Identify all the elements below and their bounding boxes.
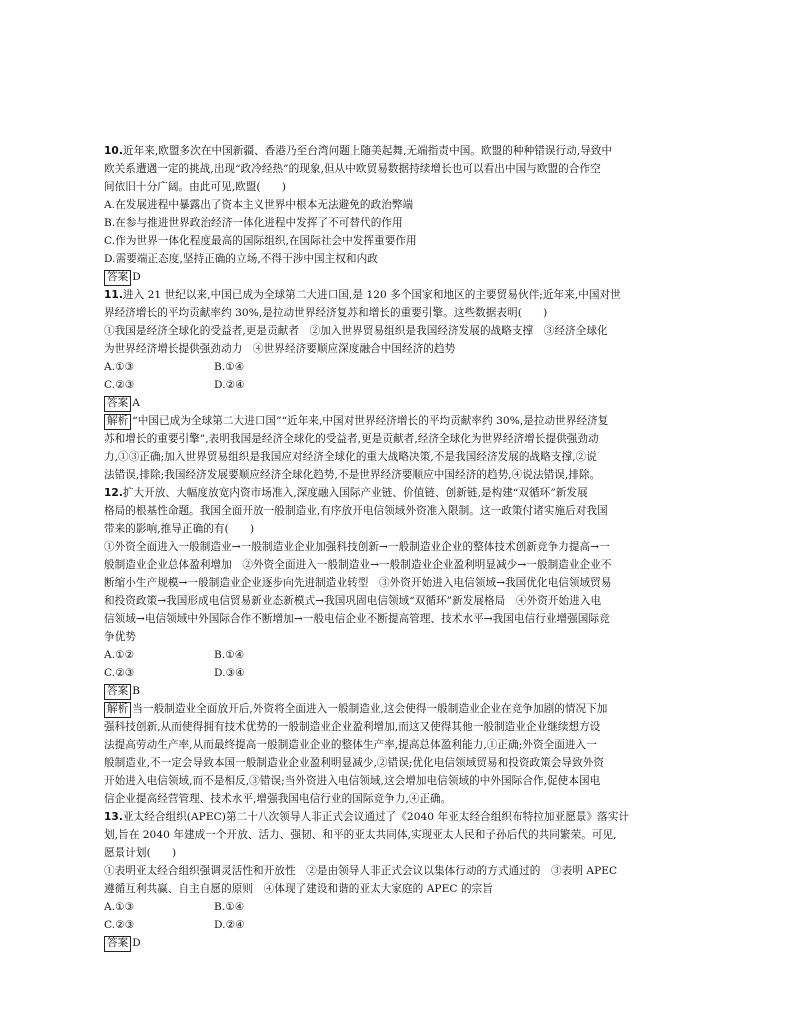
option-a: A.①③	[104, 901, 135, 913]
answer-row	[104, 268, 704, 286]
question-12-line-8: 信领域→电信领域中外国际合作不断增加→一般电信企业不断提高管理、技术水平→我国电信行业增强国际竞	[104, 613, 610, 625]
question-number: 10.	[104, 145, 123, 157]
question-12-line-9: 争优势	[104, 631, 136, 643]
options-row-1	[104, 646, 704, 664]
option-b: B.①④	[214, 649, 245, 661]
options-row-2	[104, 376, 704, 394]
option-b: B.①④	[214, 901, 245, 913]
question-11-line-1: 11.进入 21 世纪以来,中国已成为全球第二大进口国,是 120 多个国家和地区的主要贸易伙伴;近年来,中国对世	[104, 289, 621, 301]
question-12-line-6: 断缩小生产规模→一般制造业企业逐步向先进制造业转型 ③外资开始进入电信领域→我国优化电信领域贸易	[104, 577, 612, 589]
question-11	[104, 286, 704, 484]
question-12-line-2: 格局的根基性命题。我国全面开放一般制造业,有序放开电信领域外资准入限制。这一政策付诸实施后对我国	[104, 505, 608, 517]
question-10	[104, 142, 704, 286]
question-12-line-5: 般制造业企业总体盈利增加 ②外资全面进入一般制造业→一般制造业企业盈利明显减少→一般制造业企业不	[104, 559, 612, 571]
question-10-line-3: 间依旧十分广阔。由此可见,欧盟( )	[104, 181, 287, 193]
answer-row	[104, 394, 704, 412]
analysis-line-1: 解析 当一般制造业全面放开后,外资将全面进入一般制造业,这会使得一般制造业企业在竞争加剧的情况下加	[104, 700, 704, 718]
analysis-line-3: 力,①③正确;加入世界贸易组织是我国应对经济全球化的重大战略决策,不是我国经济发展的战略支撑,②说	[104, 451, 597, 463]
analysis-line-2: 强科技创新,从而使得拥有技术优势的一般制造业企业盈利增加,而这又使得其他一般制造业企业继续想方设	[104, 721, 601, 733]
answer-value: D	[132, 271, 141, 283]
question-13-line-5: 遵循互利共赢、自主自愿的原则 ④体现了建设和谐的亚太大家庭的 APEC 的宗旨	[104, 883, 493, 895]
options-row-2	[104, 916, 704, 934]
analysis-line-6: 信企业提高经营管理、技术水平,增强我国电信行业的国际竞争力,④正确。	[104, 793, 452, 805]
question-12-line-7: 和投资政策→我国形成电信贸易新业态新模式→我国巩固电信领域“双循环”新发展格局 ④外资开始进入电	[104, 595, 602, 607]
answer-value: A	[132, 397, 140, 409]
question-13	[104, 808, 704, 952]
analysis-line-3: 法提高劳动生产率,从而最终提高一般制造业企业的整体生产率,提高总体盈利能力,①正确;外资全面进入一	[104, 739, 597, 751]
option-a: A.在发展进程中暴露出了资本主义世界中根本无法避免的政治弊端	[104, 199, 414, 211]
analysis-line-2: 苏和增长的重要引擎”,表明我国是经济全球化的受益者,更是贡献者,经济全球化为世界经济增长提供强劲动	[104, 433, 599, 445]
answer-value: B	[132, 685, 140, 697]
answer-row	[104, 934, 704, 952]
answer-label: 答案	[104, 684, 131, 700]
option-c: C.②③	[104, 919, 135, 931]
option-c: C.②③	[104, 379, 135, 391]
answer-label: 答案	[104, 936, 131, 952]
question-11-line-2: 界经济增长的平均贡献率约 30%,是拉动世界经济复苏和增长的重要引擎。这些数据表明( )	[104, 307, 548, 319]
option-d: D.②④	[214, 379, 245, 391]
question-number: 12.	[104, 487, 123, 499]
question-13-line-2: 划,旨在 2040 年建成一个开放、活力、强韧、和平的亚太共同体,实现亚太人民和子孙后代的共同繁荣。可见,	[104, 829, 617, 841]
question-12-line-3: 带来的影响,推导正确的有( )	[104, 523, 255, 535]
analysis-line-1: 解析 “中国已成为全球第二大进口国”“近年来,中国对世界经济增长的平均贡献率约 30%,是拉动世界经济复	[104, 412, 704, 430]
options-row-1	[104, 898, 704, 916]
option-b: B.在参与推进世界政治经济一体化进程中发挥了不可替代的作用	[104, 217, 403, 229]
question-10-line-1: 10.近年来,欧盟多次在中国新疆、香港乃至台湾问题上随美起舞,无端指责中国。欧盟的种种错误行动,导致中	[104, 145, 613, 157]
question-10-line-2: 欧关系遭遇一定的挑战,出现“政冷经热”的现象,但从中欧贸易数据持续增长也可以看出中国与欧盟的合作空	[104, 163, 601, 175]
answer-label: 答案	[104, 396, 131, 412]
analysis-line-5: 开始进入电信领域,而不是相反,③错误;当外资进入电信领域,这会增加电信领域的中外国际合作,促使本国电	[104, 775, 601, 787]
answer-value: D	[132, 937, 141, 949]
question-11-line-3: ①我国是经济全球化的受益者,更是贡献者 ②加入世界贸易组织是我国经济发展的战略支撑 ③经济全球化	[104, 325, 608, 337]
question-12-line-1: 12.扩大开放、大幅度放宽内资市场准入,深度融入国际产业链、价值链、创新链,是构建“双循环”新发展	[104, 487, 588, 499]
question-number: 13.	[104, 811, 123, 823]
options-row-1	[104, 358, 704, 376]
analysis-line-4: 法错误,排除;我国经济发展要顺应经济全球化趋势,不是世界经济要顺应中国经济的趋势,④说法错误,排除。	[104, 469, 601, 481]
question-number: 11.	[104, 289, 123, 301]
analysis-line-4: 般制造业,不一定会导致本国一般制造业企业盈利明显减少,②错误;优化电信领域贸易和投资政策会导致外资	[104, 757, 605, 769]
answer-label: 答案	[104, 270, 131, 286]
question-12	[104, 484, 704, 808]
question-13-line-4: ①表明亚太经合组织强调灵活性和开放性 ②是由领导人非正式会议以集体行动的方式通过的 ③表明 APEC	[104, 865, 618, 877]
document-page	[104, 142, 704, 952]
option-d: D.②④	[214, 919, 245, 931]
option-d: D.③④	[214, 667, 245, 679]
question-11-line-4: 为世界经济增长提供强劲动力 ④世界经济要顺应深度融合中国经济的趋势	[104, 343, 456, 355]
question-13-line-1: 13.亚太经合组织(APEC)第二十八次领导人非正式会议通过了《2040 年亚太经合组织布特拉加亚愿景》落实计	[104, 811, 630, 823]
question-13-line-3: 愿景计划( )	[104, 847, 177, 859]
analysis-label: 解析	[104, 414, 131, 430]
options-row-2	[104, 664, 704, 682]
option-d: D.需要端正态度,坚持正确的立场,不得干涉中国主权和内政	[104, 253, 378, 265]
question-12-line-4: ①外资全面进入一般制造业→一般制造业企业加强科技创新→一般制造业企业的整体技术创新竞争力提高→一	[104, 541, 610, 553]
answer-row	[104, 682, 704, 700]
analysis-label: 解析	[104, 702, 131, 718]
option-a: A.①②	[104, 649, 135, 661]
option-a: A.①③	[104, 361, 135, 373]
option-c: C.②③	[104, 667, 135, 679]
option-c: C.作为世界一体化程度最高的国际组织,在国际社会中发挥重要作用	[104, 235, 417, 247]
option-b: B.①④	[214, 361, 245, 373]
